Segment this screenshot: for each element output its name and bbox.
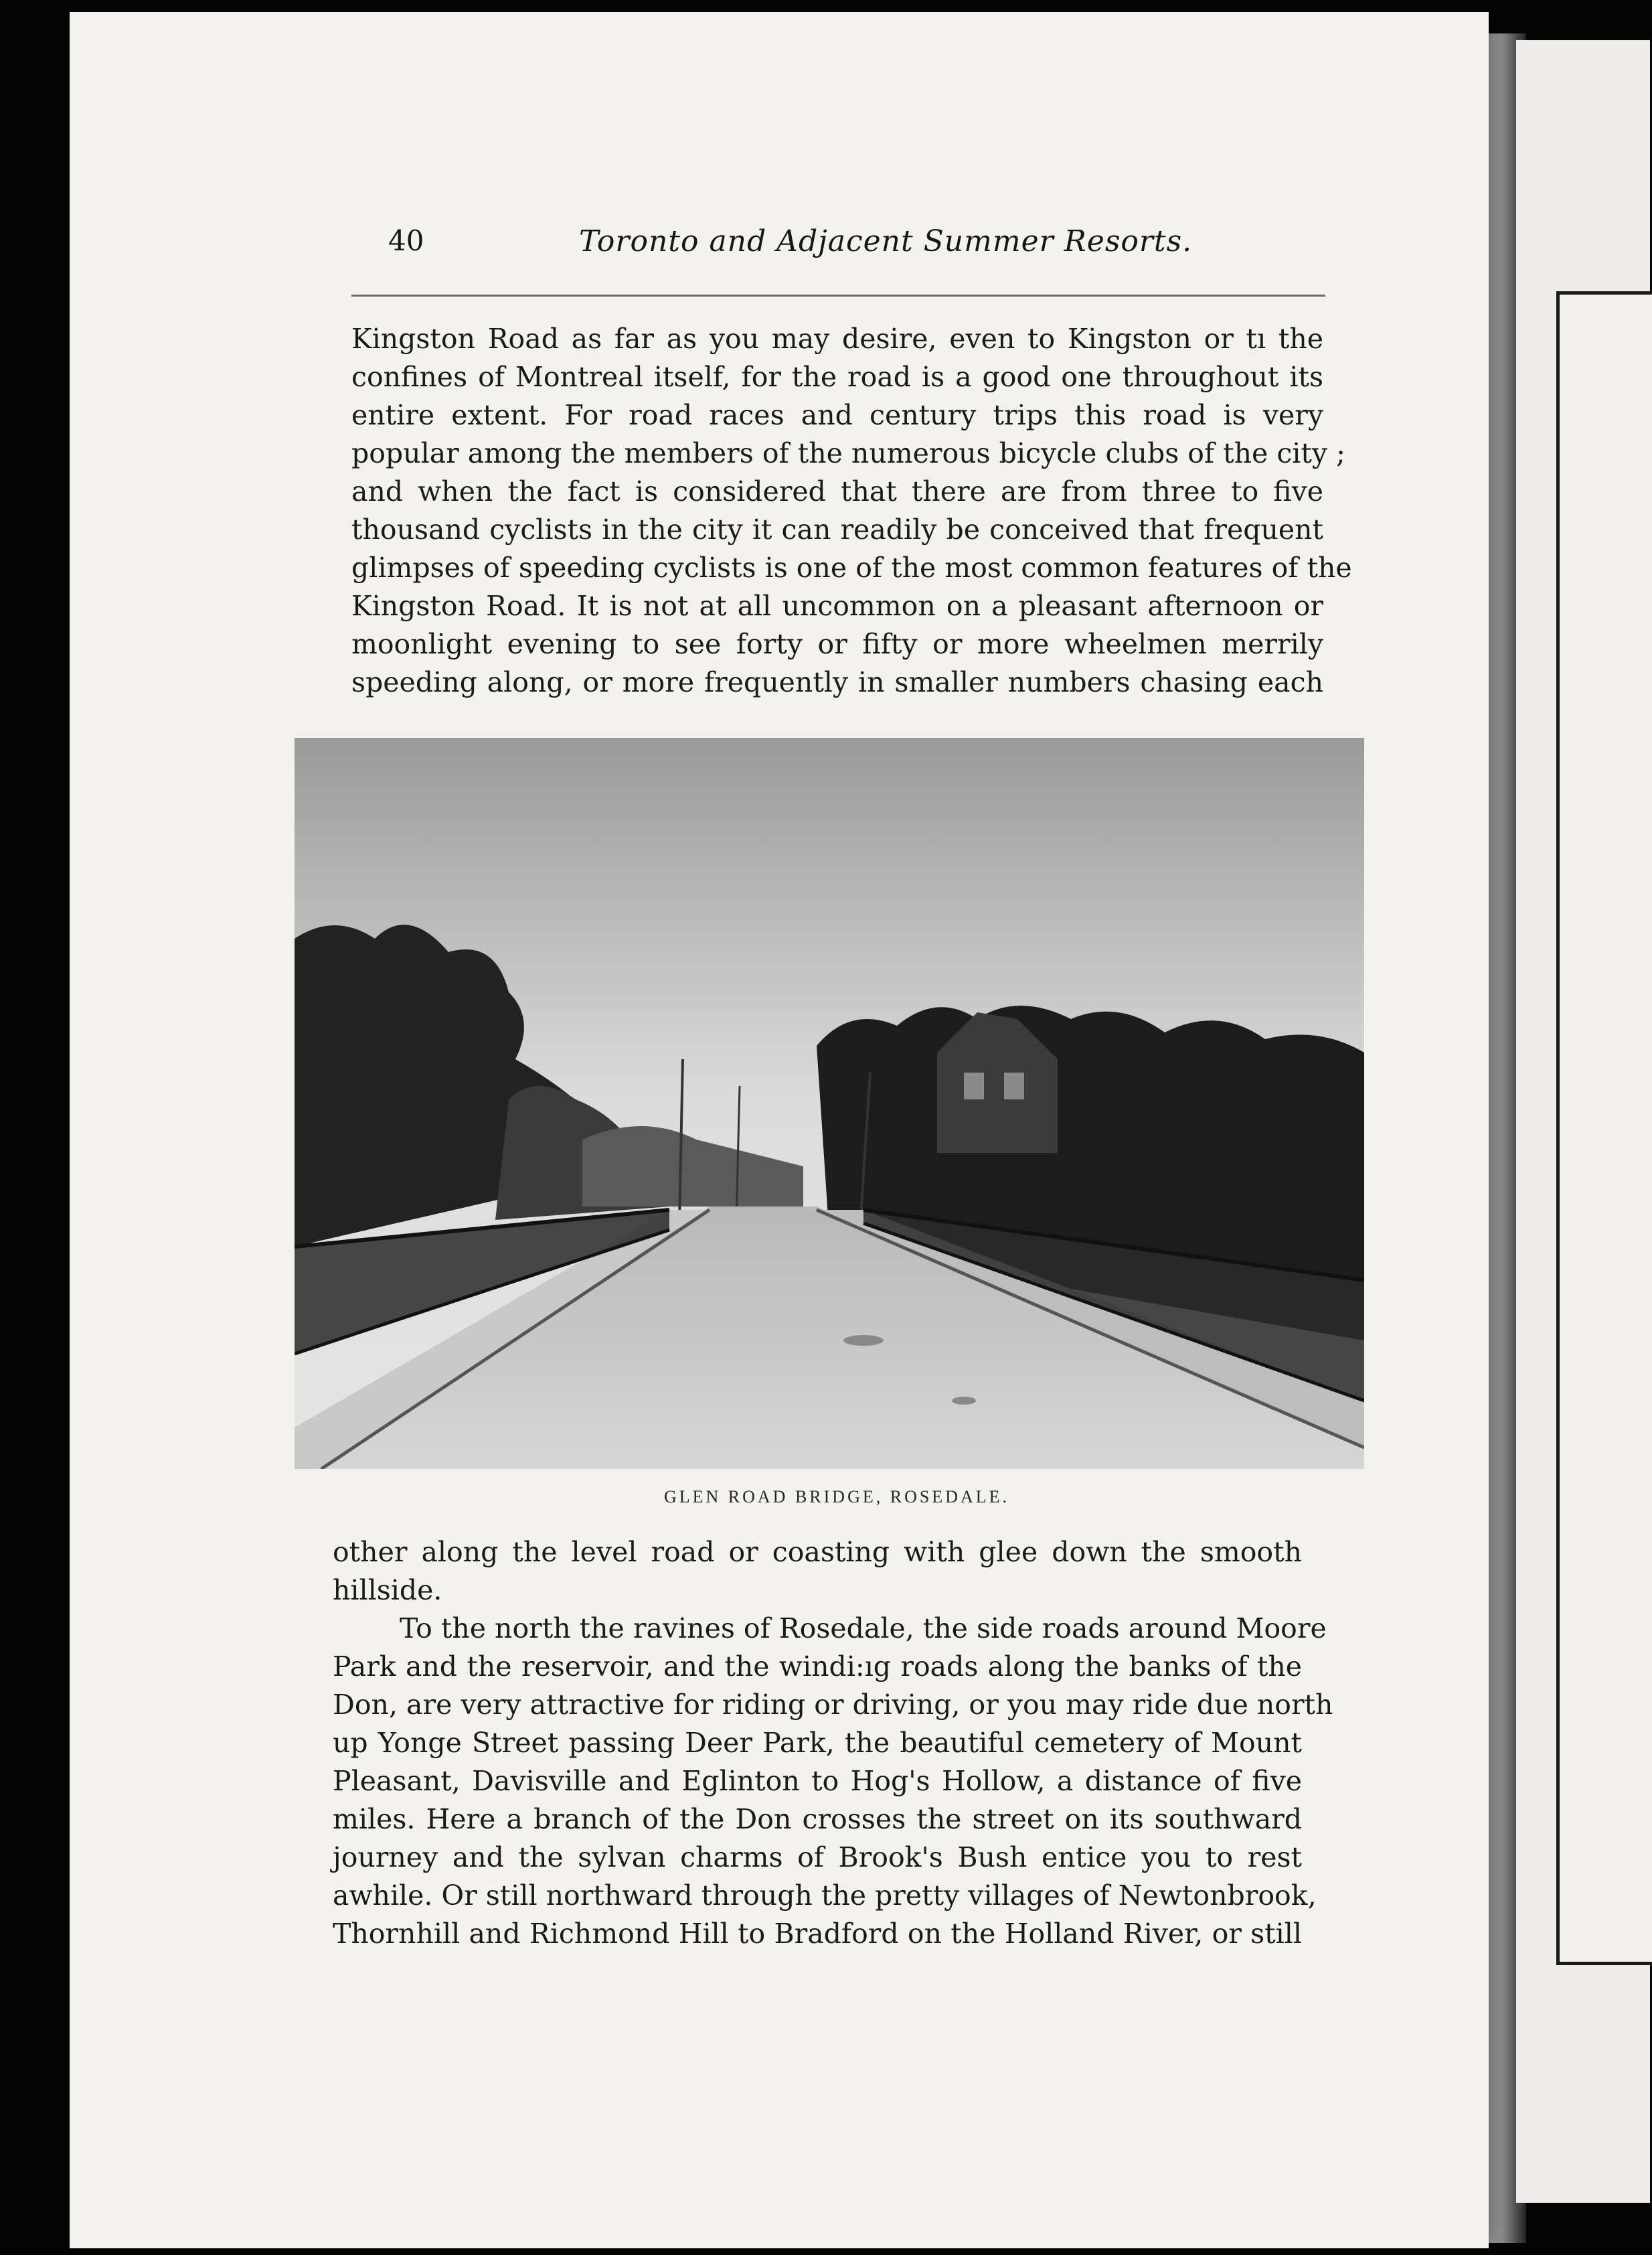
page-number: 40 <box>388 224 424 257</box>
text-line: glimpses of speeding cyclists is one of the most common features of the <box>351 552 1352 584</box>
text-line: entire extent. For road races and century trips this road is very <box>351 399 1323 431</box>
text-line: moonlight evening to see forty or fifty or more wheelmen merrily <box>351 628 1323 660</box>
text-line: awhile. Or still northward through the pretty villages of Newtonbrook, <box>333 1879 1317 1912</box>
text-line: popular among the members of the numerous bicycle clubs of the city ; <box>351 437 1345 469</box>
text-line: Don, are very attractive for riding or driving, or you may ride due north <box>333 1689 1333 1721</box>
facing-page-frame <box>1556 291 1652 1965</box>
bridge-photo-illustration <box>295 738 1364 1469</box>
text-line: To the north the ravines of Rosedale, the side roads around Moore <box>400 1612 1327 1644</box>
header-rule <box>351 295 1325 297</box>
page-header <box>348 224 1325 271</box>
body-text-top <box>351 320 1352 702</box>
text-line: Park and the reservoir, and the windi:ıg roads along the banks of the <box>333 1650 1302 1683</box>
text-line: confines of Montreal itself, for the road is a good one throughout its <box>351 361 1323 393</box>
text-line: speeding along, or more frequently in smaller numbers chasing each <box>351 666 1323 698</box>
running-title: Toronto and Adjacent Summer Resorts. <box>579 224 1193 258</box>
text-line: up Yonge Street passing Deer Park, the beautiful cemetery of Mount <box>333 1727 1302 1759</box>
text-line: miles. Here a branch of the Don crosses the street on its southward <box>333 1803 1302 1835</box>
text-line: Pleasant, Davisville and Eglinton to Hog's Hollow, a distance of five <box>333 1765 1302 1797</box>
figure-caption: GLEN ROAD BRIDGE, ROSEDALE. <box>663 1487 1010 1506</box>
bridge-photograph <box>295 738 1364 1469</box>
text-line: hillside. <box>333 1574 442 1606</box>
text-line: other along the level road or coasting with glee down the smooth <box>333 1536 1302 1568</box>
text-line: journey and the sylvan charms of Brook's Bush entice you to rest <box>333 1841 1302 1873</box>
body-text-bottom <box>333 1533 1333 1953</box>
text-line: and when the fact is considered that there are from three to five <box>351 475 1323 508</box>
text-line: Kingston Road. It is not at all uncommon on a pleasant afternoon or <box>351 590 1323 622</box>
text-line: thousand cyclists in the city it can readily be conceived that frequent <box>351 514 1323 546</box>
text-line: Kingston Road as far as you may desire, even to Kingston or tı the <box>351 323 1323 355</box>
text-line: Thornhill and Richmond Hill to Bradford on the Holland River, or still <box>333 1918 1302 1950</box>
